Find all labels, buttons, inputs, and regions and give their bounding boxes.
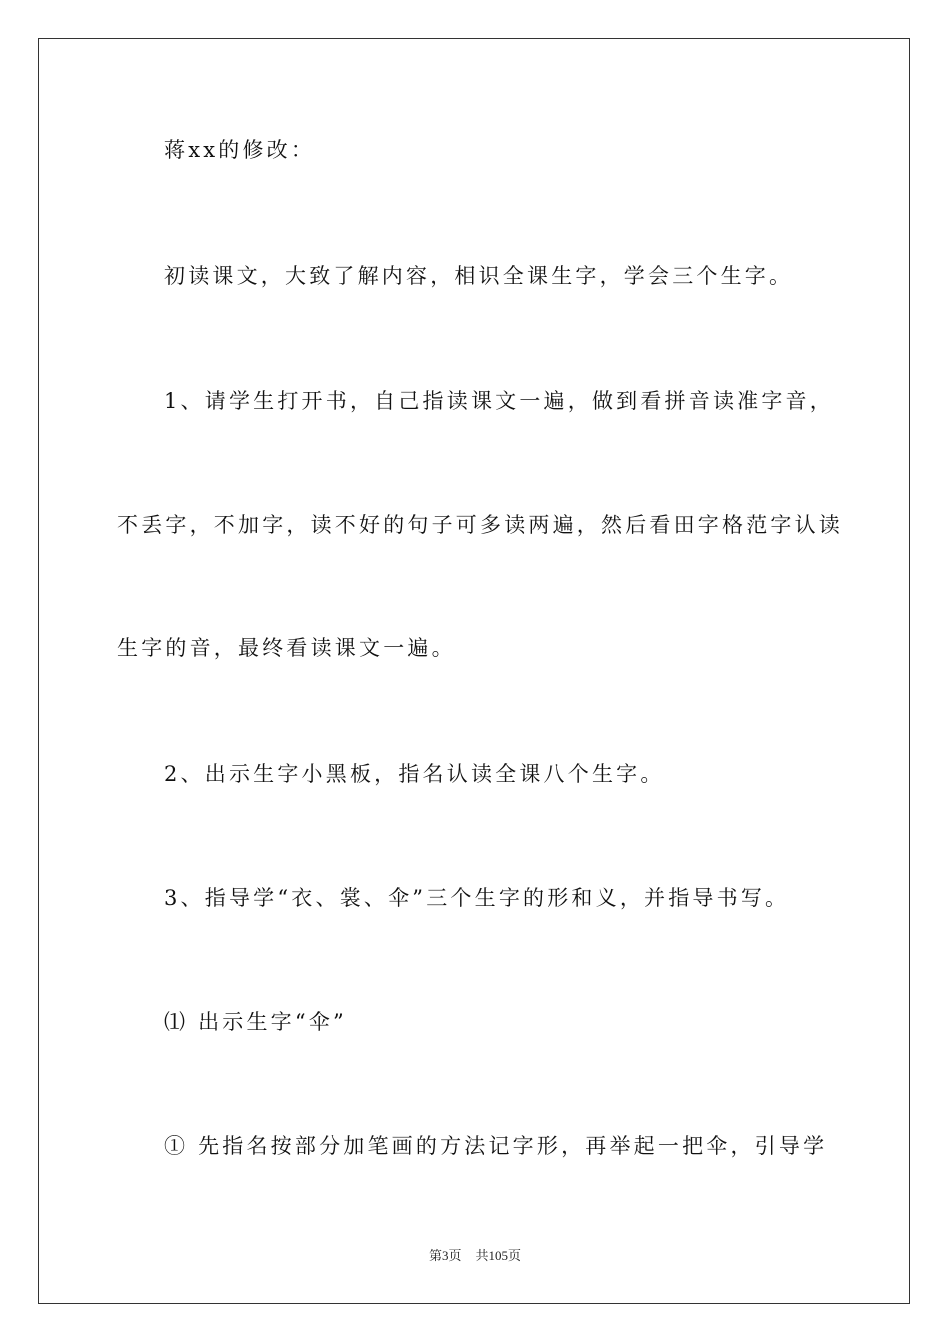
paragraph-line: 1、请学生打开书，自己指读课文一遍，做到看拼音读准字音， <box>164 389 834 413</box>
paragraph-line: 2、出示生字小黑板，指名认读全课八个生字。 <box>164 762 665 786</box>
paragraph-line: ⑴ 出示生字“伞” <box>164 1010 347 1034</box>
page-footer <box>0 1247 950 1265</box>
paragraph-line: 不丢字，不加字，读不好的句子可多读两遍，然后看田字格范字认读 <box>117 513 843 537</box>
page-number: 第3页 <box>428 1248 462 1263</box>
paragraph-line: ① 先指名按部分加笔画的方法记字形，再举起一把伞，引导学 <box>164 1134 828 1158</box>
paragraph-line: 蒋xx的修改： <box>164 138 316 162</box>
paragraph-line: 生字的音，最终看读课文一遍。 <box>117 636 456 660</box>
paragraph-line: 初读课文，大致了解内容，相识全课生字，学会三个生字。 <box>164 264 794 288</box>
page-border <box>38 38 910 1304</box>
total-pages: 共105页 <box>475 1248 522 1263</box>
paragraph-line: 3、指导学“衣、裳、伞”三个生字的形和义，并指导书写。 <box>164 886 790 910</box>
